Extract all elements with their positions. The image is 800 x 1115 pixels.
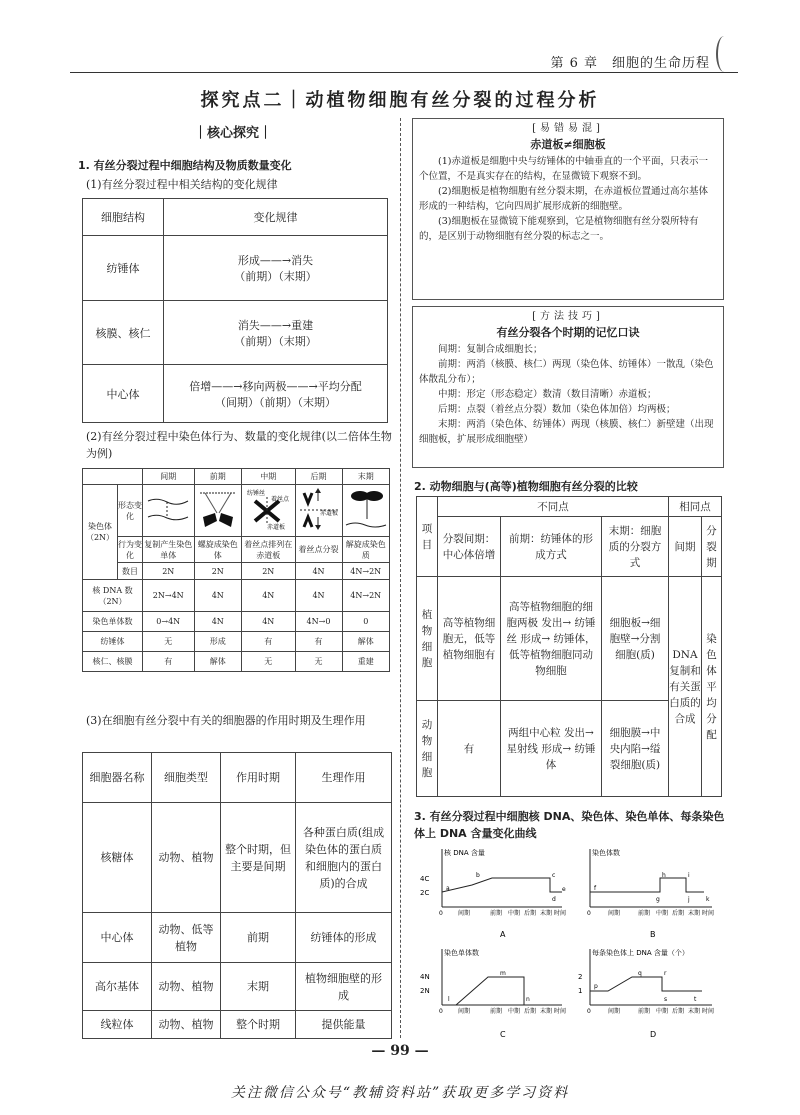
metaphase-diagram	[242, 485, 296, 537]
x-tick: 后期	[672, 1008, 685, 1015]
cell: 4N	[295, 563, 342, 580]
column-divider	[400, 118, 401, 1038]
chart-a-ytick: 2C	[420, 889, 430, 897]
x-tick: 间期	[458, 1008, 471, 1015]
point-d: d	[552, 896, 556, 903]
row-label: 染色单体数	[83, 612, 143, 632]
table-comparison	[416, 496, 722, 797]
x-tick: 前期	[490, 910, 503, 917]
x-tick: 时间	[554, 1008, 567, 1015]
table-row	[83, 365, 388, 423]
page-title: 探究点二｜动植物细胞有丝分裂的过程分析	[200, 90, 600, 111]
header-bracket	[716, 36, 732, 72]
telophase-chromosome-icon	[343, 487, 389, 531]
cell: 重建	[342, 652, 390, 672]
point-s: s	[664, 996, 668, 1003]
rule-line2: （间期）（前期）（末期）	[215, 395, 336, 409]
interphase-diagram	[143, 485, 195, 537]
cell: 高等植物细胞的细胞两极 发出→ 纺锤丝 形成→ 纺锤体，低等植物细胞同动物细胞	[501, 577, 602, 701]
cell: 中心体	[83, 913, 152, 963]
point-g: g	[656, 896, 660, 903]
point-q: q	[638, 970, 642, 977]
table1-head-structure: 细胞结构	[83, 199, 164, 236]
box2-line: 前期：两消（核膜、核仁）两现（染色体、纺锤体）一散乱（染色体散乱分布）；	[419, 359, 714, 385]
cell: 末期	[221, 963, 296, 1011]
point-j: j	[688, 896, 690, 903]
point-r: r	[664, 970, 667, 977]
table-row	[83, 580, 390, 612]
section3-heading: 3. 有丝分裂过程中细胞核 DNA、染色体、染色单体、每条染色体上 DNA 含量变化曲线	[414, 810, 725, 840]
cell: 2N	[194, 563, 242, 580]
behavior-prophase: 螺旋成染色体	[194, 537, 242, 563]
cell: 植物细胞壁的形成	[296, 963, 392, 1011]
x-tick: 前期	[638, 910, 651, 917]
section1-sub3: (3)在细胞有丝分裂中有关的细胞器的作用时期及生理作用	[86, 714, 366, 727]
section2-heading: 2. 动物细胞与(高等)植物细胞有丝分裂的比较	[414, 480, 638, 493]
cell: 高尔基体	[83, 963, 152, 1011]
anaphase-chromosome-icon	[296, 487, 342, 531]
table-organelles	[82, 752, 392, 1039]
table-row	[83, 236, 388, 301]
cell: 核糖体	[83, 803, 152, 913]
x-tick: 间期	[458, 910, 471, 917]
table-structure-change	[82, 198, 388, 423]
table1-cell-name: 中心体	[83, 365, 164, 423]
footer-note: 关注微信公众号“教辅资料站”获取更多学习资料	[230, 1085, 570, 1101]
table1-cell-name: 核膜、核仁	[83, 301, 164, 365]
behavior-interphase: 复制产生染色单体	[143, 537, 195, 563]
annotation-spindle: 纺锤丝	[247, 490, 266, 497]
item-label: 项目	[417, 497, 438, 577]
cell: 线粒体	[83, 1011, 152, 1039]
same-interphase-cell: DNA复制和有关蛋白质的合成	[669, 577, 702, 797]
box2-head: [方法技巧]	[532, 311, 604, 322]
chapter-header: 第 6 章 细胞的生命历程	[550, 56, 710, 71]
cell: 各种蛋白质(组成染色体的蛋白质和细胞内的蛋白质)的合成	[296, 803, 392, 913]
point-i: i	[688, 872, 690, 879]
table1-cell-rule	[164, 301, 388, 365]
table-row	[83, 301, 388, 365]
table-row	[83, 963, 392, 1011]
table1-cell-name: 纺锤体	[83, 236, 164, 301]
row-label: 纺锤体	[83, 632, 143, 652]
box2-line: 间期：复制合成细胞长；	[438, 344, 543, 355]
x-tick: 时间	[554, 910, 567, 917]
tip-box-confusion	[412, 118, 724, 300]
x-tick: 前期	[638, 1008, 651, 1015]
x-ticks-a	[439, 909, 566, 917]
x-tick: 末期	[540, 1008, 553, 1015]
behavior-telophase: 解旋成染色质	[342, 537, 390, 563]
table1-head-rule: 变化规律	[164, 199, 388, 236]
phase-metaphase: 中期	[242, 469, 296, 485]
box2-line: 后期：点裂（着丝点分裂）数加（染色体加倍）均两极；	[438, 404, 676, 415]
behavior-anaphase: 着丝点分裂	[295, 537, 342, 563]
chart-c-ylabel: 染色单体数	[444, 949, 479, 957]
chart-c-ytick: 4N	[420, 973, 430, 981]
x-ticks-d	[587, 1007, 714, 1015]
cell: 4N	[295, 580, 342, 612]
rule-line2: （前期）（末期）	[234, 334, 317, 348]
cell: 0→4N	[143, 612, 195, 632]
section1-sub2: (2)有丝分裂过程中染色体行为、数量的变化规律(以二倍体生物为例)	[86, 430, 392, 460]
table1-cell-rule	[164, 236, 388, 301]
x-tick: 0	[439, 1008, 443, 1015]
same-header: 相同点	[669, 497, 722, 517]
table-row	[83, 913, 392, 963]
cell: 解体	[342, 632, 390, 652]
cell: 动物、植物	[152, 1011, 221, 1039]
row-label: 核仁、核膜	[83, 652, 143, 672]
point-h: h	[662, 872, 666, 879]
interphase-chromosome-icon	[145, 487, 191, 531]
cell: 纺锤体的形成	[296, 913, 392, 963]
table1-cell-rule	[164, 365, 388, 423]
box1-head: [易错易混]	[532, 123, 604, 134]
x-tick: 前期	[490, 1008, 503, 1015]
cell: 2N	[242, 563, 296, 580]
phase-anaphase: 后期	[295, 469, 342, 485]
cell: 4N	[242, 612, 296, 632]
box1-title: 赤道板≠细胞板	[530, 138, 606, 151]
box2-line: 中期：形定（形态稳定）数清（数目清晰）赤道板；	[438, 389, 657, 400]
phase-interphase: 间期	[143, 469, 195, 485]
x-tick: 末期	[688, 1008, 701, 1015]
x-ticks-b	[587, 909, 714, 917]
x-tick: 末期	[540, 910, 553, 917]
chart-d-ytick: 2	[578, 973, 583, 981]
chart-a	[420, 848, 566, 939]
row-label: 核 DNA 数（2N）	[83, 580, 143, 612]
chart-b	[590, 848, 715, 939]
t3-head: 细胞类型	[152, 753, 221, 803]
box1-para: (1)赤道板是细胞中央与纺锤体的中轴垂直的一个平面，只表示一个位置，不是真实存在的结构，在显微镜下观察不到。	[419, 156, 708, 182]
rule-line2: （前期）（末期）	[234, 270, 317, 283]
cell: 4N→0	[295, 612, 342, 632]
rule-line1: 形成——→消失	[237, 254, 314, 267]
rule-line1: 倍增——→移向两极——→平均分配	[189, 379, 362, 393]
cell: 细胞板→细胞壁→分割细胞(质)	[602, 577, 669, 701]
table-row	[417, 577, 722, 701]
cell: 2N→4N	[143, 580, 195, 612]
cell: 2N	[143, 563, 195, 580]
cell: 有	[143, 652, 195, 672]
cell: 无	[242, 652, 296, 672]
box2-title: 有丝分裂各个时期的记忆口诀	[496, 326, 640, 339]
diff-header: 不同点	[438, 497, 669, 517]
chart-d-letter: D	[650, 1030, 657, 1039]
core-tag: ｜核心探究｜	[194, 126, 273, 141]
animal-label: 动物细胞	[417, 701, 438, 797]
cell: 整个时期，但主要是间期	[221, 803, 296, 913]
cell: 高等植物细胞无，低等植物细胞有	[438, 577, 501, 701]
chart-c	[420, 948, 562, 1039]
col-same-division: 分裂期	[702, 517, 722, 577]
point-e: e	[562, 886, 566, 893]
same-division-cell: 染色体平均分配	[702, 577, 722, 797]
metaphase-chromosome-icon	[245, 487, 291, 531]
x-tick: 时间	[702, 910, 715, 917]
behavior-change-label: 行为变化	[118, 537, 143, 563]
x-tick: 0	[439, 910, 443, 917]
chart-b-letter: B	[650, 930, 656, 939]
cell: 4N→2N	[342, 580, 390, 612]
col-same-interphase: 间期	[669, 517, 702, 577]
point-t: t	[694, 996, 697, 1003]
cell: 动物、低等植物	[152, 913, 221, 963]
point-l: l	[448, 996, 450, 1003]
behavior-metaphase: 着丝点排列在赤道板	[242, 537, 296, 563]
x-tick: 中期	[656, 910, 669, 917]
chart-c-ytick: 2N	[420, 987, 430, 995]
x-ticks-c	[439, 1007, 566, 1015]
chart-d	[578, 948, 715, 1039]
section1-sub1: (1)有丝分裂过程中相关结构的变化规律	[86, 178, 278, 191]
page-number: — 99 —	[371, 1043, 429, 1059]
chart-d-ytick: 1	[578, 987, 583, 995]
plant-label: 植物细胞	[417, 577, 438, 701]
cell: 4N	[194, 580, 242, 612]
box2-line: 末期：两消（染色体、纺锤体）两现（核膜、核仁）新壁建（出现细胞板，扩展形成细胞壁）	[419, 419, 714, 445]
x-tick: 0	[587, 910, 591, 917]
point-k: k	[706, 896, 710, 903]
page-number-value: 99	[390, 1043, 410, 1059]
telophase-diagram	[342, 485, 390, 537]
table-row	[83, 612, 390, 632]
x-tick: 间期	[608, 1008, 621, 1015]
table-row	[83, 652, 390, 672]
col-interphase: 分裂间期：中心体倍增	[438, 517, 501, 577]
cell: 4N	[194, 612, 242, 632]
x-tick: 0	[587, 1008, 591, 1015]
t3-head: 细胞器名称	[83, 753, 152, 803]
point-a: a	[446, 885, 450, 892]
chart-b-ylabel: 染色体数	[592, 849, 620, 857]
chromosome-label: 染色体（2N）	[83, 485, 118, 580]
x-tick: 后期	[524, 1008, 537, 1015]
prophase-diagram	[194, 485, 242, 537]
chart-a-letter: A	[500, 930, 506, 939]
point-c: c	[552, 872, 556, 879]
cell: 前期	[221, 913, 296, 963]
annotation-equatorial-plate: 赤道板	[267, 524, 286, 531]
cell: 整个时期	[221, 1011, 296, 1039]
x-tick: 中期	[508, 910, 521, 917]
cell: 4N→2N	[342, 563, 390, 580]
cell: 0	[342, 612, 390, 632]
row-label: 数目	[118, 563, 143, 580]
cell: 两组中心粒 发出→ 星射线 形成→ 纺锤体	[501, 701, 602, 797]
dna-curves-figure	[412, 845, 728, 1045]
cell: 动物、植物	[152, 963, 221, 1011]
form-change-label: 形态变化	[118, 485, 143, 537]
phase-prophase: 前期	[194, 469, 242, 485]
cell: 提供能量	[296, 1011, 392, 1039]
cell: 无	[295, 652, 342, 672]
annotation-equatorial-plate-2: 赤道板	[319, 510, 338, 517]
point-p: p	[594, 983, 598, 990]
box1-para: (2)细胞板是植物细胞有丝分裂末期，在赤道板位置通过高尔基体形成的一种结构，它向四周扩展形成新的细胞壁。	[419, 186, 708, 212]
cell: 解体	[194, 652, 242, 672]
x-tick: 后期	[524, 910, 537, 917]
chart-a-ytick: 4C	[420, 875, 430, 883]
chart-a-ylabel: 核 DNA 含量	[444, 849, 485, 857]
prophase-chromosome-icon	[195, 487, 241, 531]
x-tick: 末期	[688, 910, 701, 917]
cell: 有	[295, 632, 342, 652]
x-tick: 中期	[508, 1008, 521, 1015]
cell: 无	[143, 632, 195, 652]
t3-head: 作用时期	[221, 753, 296, 803]
table-row	[83, 1011, 392, 1039]
table-row	[83, 803, 392, 913]
col-prophase: 前期：纺锤体的形成方式	[501, 517, 602, 577]
cell: 有	[242, 632, 296, 652]
cell: 动物、植物	[152, 803, 221, 913]
point-b: b	[476, 872, 480, 879]
x-tick: 间期	[608, 910, 621, 917]
tip-box-mnemonic	[412, 306, 724, 468]
x-tick: 时间	[702, 1008, 715, 1015]
chart-c-letter: C	[500, 1030, 506, 1039]
point-f: f	[594, 885, 597, 892]
point-n: n	[526, 996, 530, 1003]
chart-d-ylabel: 每条染色体上 DNA 含量（个）	[592, 949, 689, 957]
col-telophase: 末期：细胞质的分裂方式	[602, 517, 669, 577]
x-tick: 后期	[672, 910, 685, 917]
point-m: m	[500, 970, 506, 977]
table-row	[83, 563, 390, 580]
table-row	[83, 632, 390, 652]
x-tick: 中期	[656, 1008, 669, 1015]
annotation-centromere: 着丝点	[271, 496, 290, 503]
rule-line1: 消失——→重建	[237, 318, 314, 332]
cell: 有	[438, 701, 501, 797]
cell: 4N	[242, 580, 296, 612]
table-chromosome-change	[82, 468, 390, 672]
phase-telophase: 末期	[342, 469, 390, 485]
cell: 细胞膜→中央内陷→缢裂细胞(质)	[602, 701, 669, 797]
t3-head: 生理作用	[296, 753, 392, 803]
cell: 形成	[194, 632, 242, 652]
section1-heading: 1. 有丝分裂过程中细胞结构及物质数量变化	[78, 159, 292, 172]
anaphase-diagram	[295, 485, 342, 537]
box1-para: (3)细胞板在显微镜下能观察到，它是植物细胞有丝分裂所特有的，是区别于动物细胞有丝分裂的标志之一。	[419, 216, 699, 242]
header-rule	[70, 72, 738, 73]
